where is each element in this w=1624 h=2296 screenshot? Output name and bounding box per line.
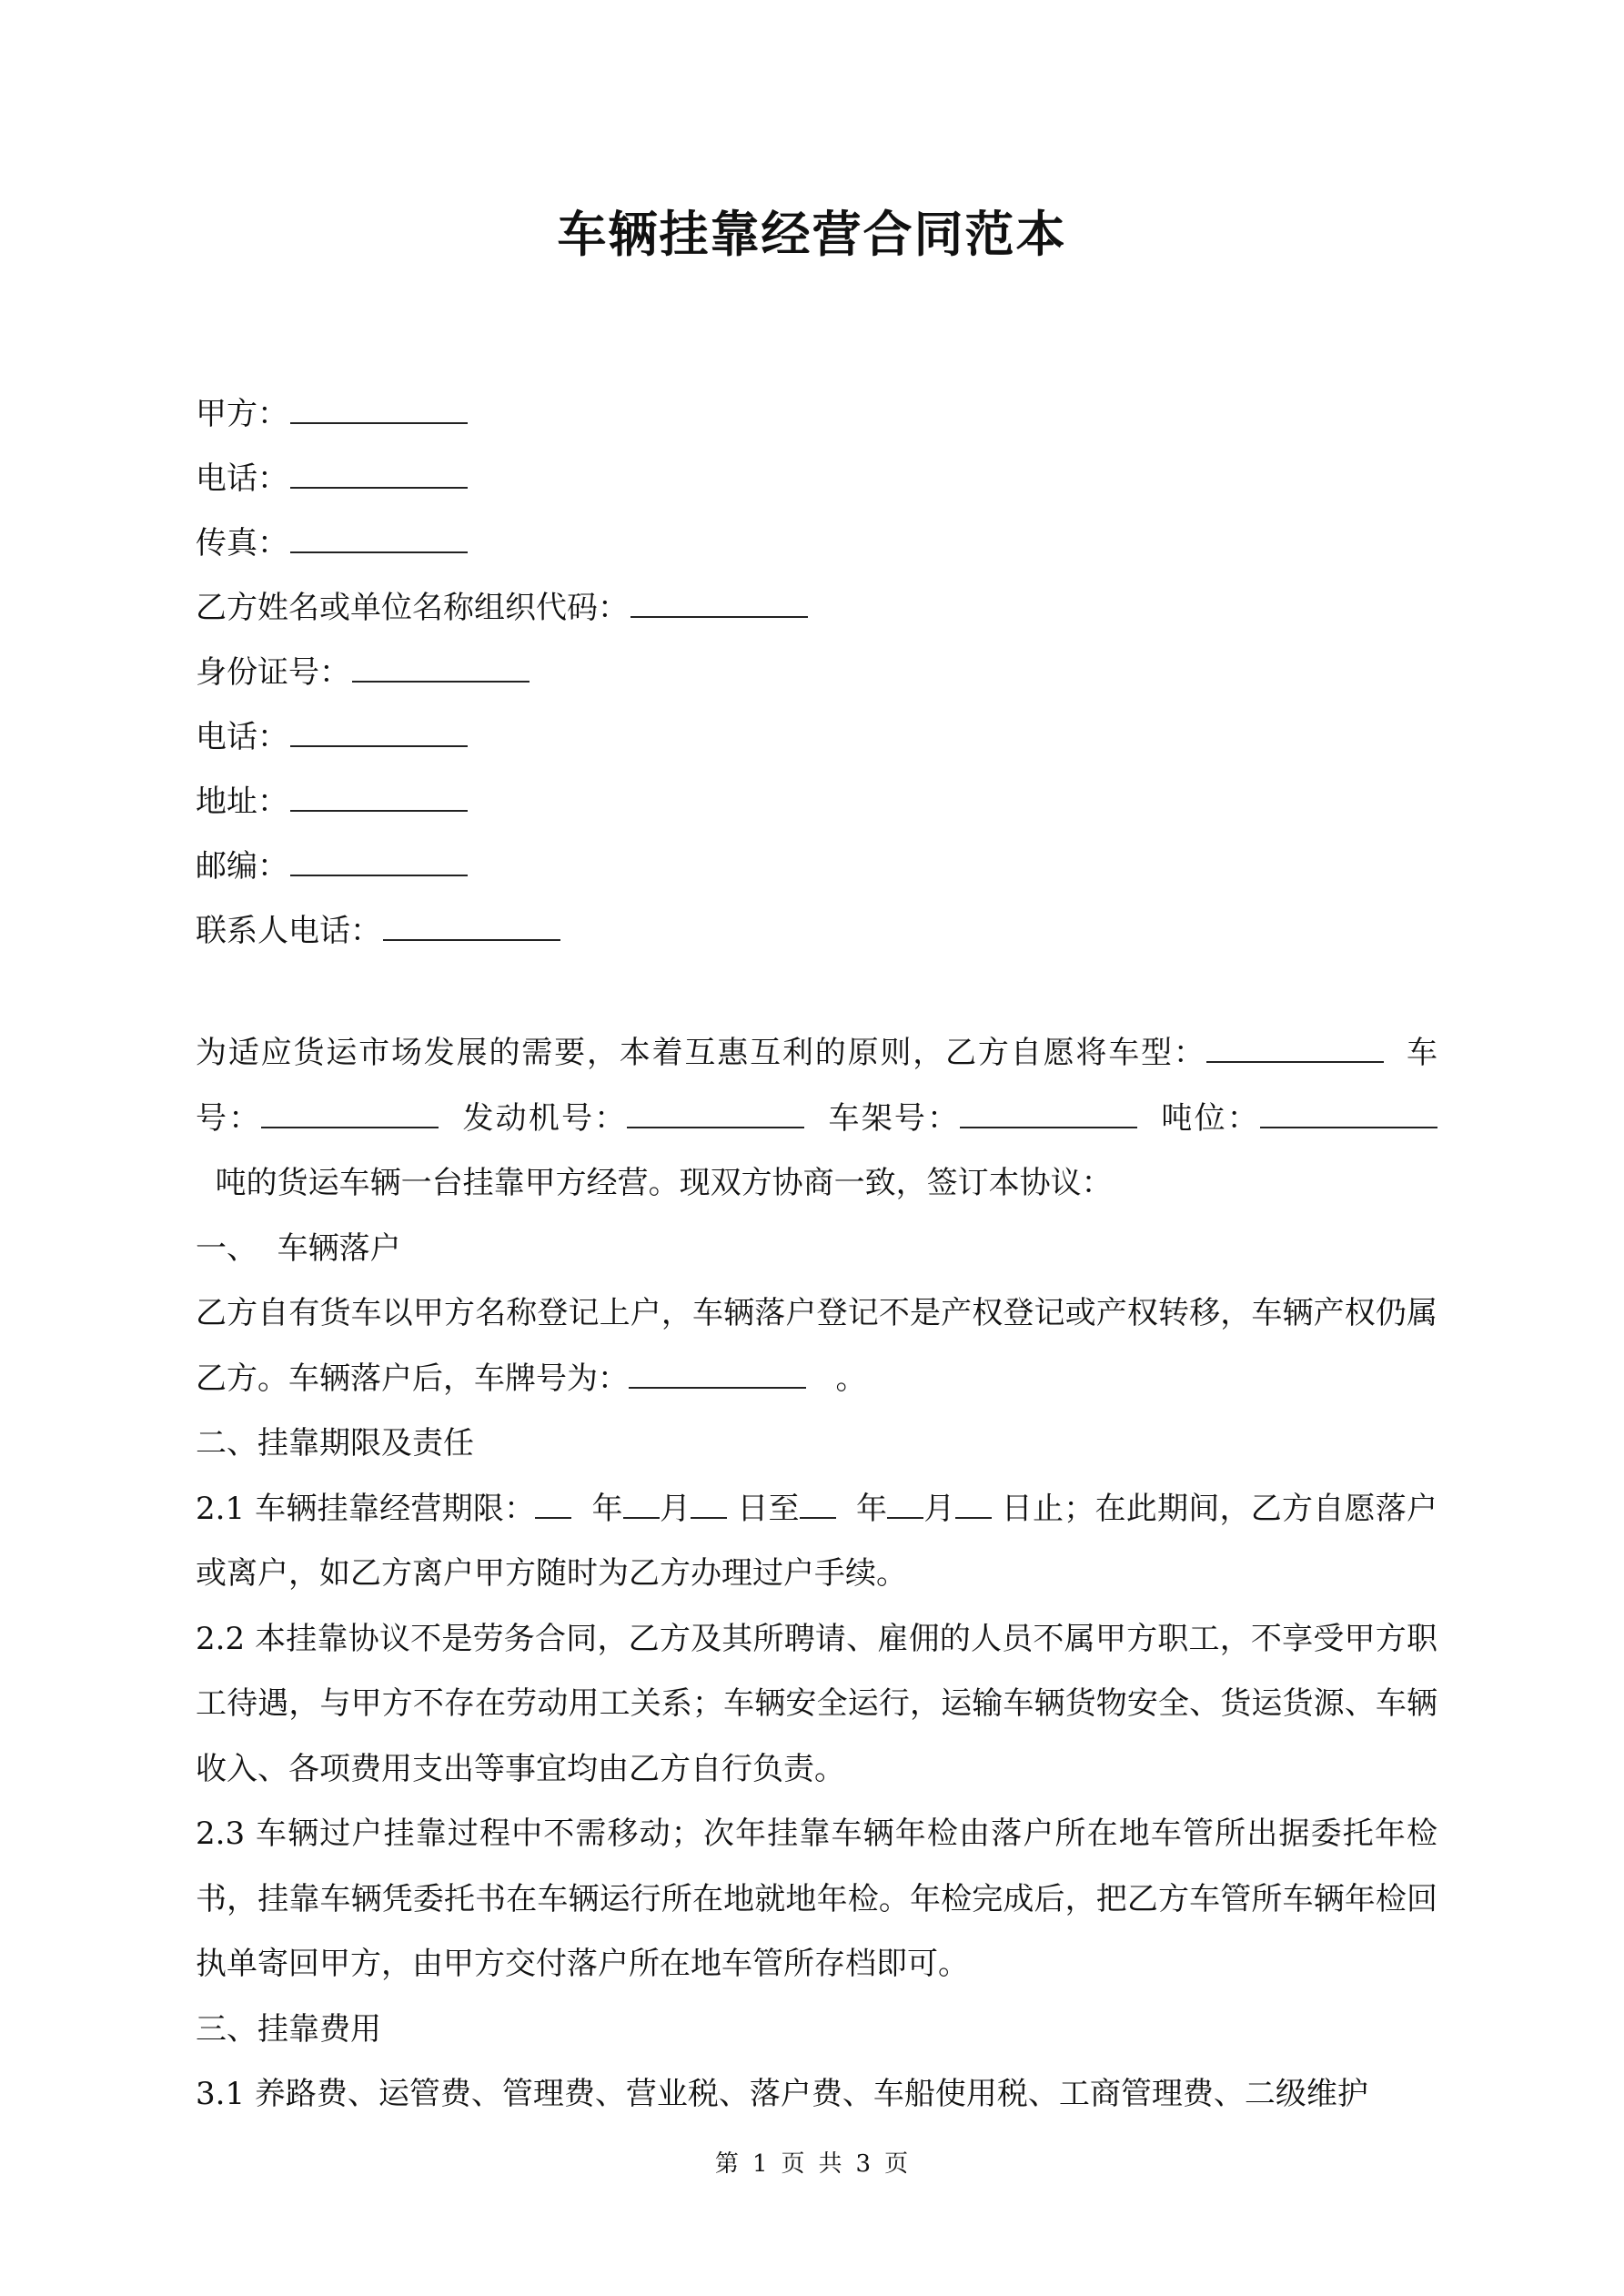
fill-blank — [630, 589, 808, 618]
fill-blank — [261, 1099, 439, 1128]
intro-text: 的货运车辆一台挂靠甲方经营。现双方协商一致，签订本协议： — [246, 1165, 1113, 1201]
field-phone-b — [196, 705, 1469, 770]
footer-text: 页 — [884, 2150, 910, 2178]
footer-text: 共 — [818, 2150, 843, 2178]
current-page-number: 1 — [751, 2150, 769, 2178]
fill-blank — [290, 783, 468, 812]
clause-text: 日至 — [737, 1490, 800, 1527]
field-label: 身份证号： — [196, 654, 350, 691]
field-label: 甲方： — [196, 396, 288, 432]
field-label: 电话： — [196, 460, 288, 497]
clause-2-2: 2.2 本挂靠协议不是劳务合同，乙方及其所聘请、雇佣的人员不属甲方职工，不享受甲方职工待遇，与甲方不存在劳动用工关系；车辆安全运行，运输车辆货物安全、货运货源、车辆收入、各项费用支出等事宜均由乙方自行负责。 — [196, 1620, 1437, 1787]
intro-text: 车 — [1407, 1035, 1437, 1071]
section-1-heading: 一、 车辆落户 — [196, 1229, 401, 1267]
clause-text: 2.1 车辆挂靠经营期限： — [196, 1490, 536, 1527]
intro-text: 号： — [196, 1099, 262, 1137]
fill-blank — [627, 1099, 804, 1128]
field-label: 地址： — [196, 784, 288, 820]
field-label: 邮编： — [196, 848, 288, 885]
contract-body — [196, 1021, 1437, 2128]
intro-text: 吨 — [215, 1165, 247, 1201]
fill-blank — [290, 847, 468, 876]
section-text: 仍属乙方。车辆落户后，车牌号为： — [196, 1295, 1438, 1397]
fill-blank — [383, 912, 560, 941]
document-title: 车辆挂靠经营合同范本 — [557, 205, 1067, 263]
footer-text: 页 — [781, 2150, 806, 2178]
section-text: 。 — [835, 1360, 867, 1397]
field-address — [196, 770, 1469, 834]
party-info-fields — [196, 382, 1469, 964]
field-party-a — [196, 382, 1469, 447]
field-label: 电话： — [196, 719, 288, 755]
fill-blank — [629, 1360, 806, 1389]
intro-text: 吨位： — [1161, 1099, 1260, 1137]
clause-text: 年 — [591, 1490, 623, 1527]
fill-blank — [352, 653, 530, 683]
field-label: 传真： — [196, 525, 288, 561]
fill-blank — [623, 1490, 660, 1519]
fill-blank — [1206, 1034, 1384, 1063]
fill-blank — [800, 1490, 836, 1519]
clause-text: 年 — [855, 1490, 888, 1527]
total-page-count: 3 — [855, 2150, 873, 2178]
fill-blank — [290, 718, 468, 747]
field-fax — [196, 511, 1469, 576]
section-1-text — [196, 1281, 1437, 1411]
field-party-b-name — [196, 576, 1469, 641]
clause-2-3: 2.3 车辆过户挂靠过程中不需移动；次年挂靠车辆年检由落户所在地车管所出据委托年检书，挂靠车辆凭委托书在车辆运行所在地就地年检。年检完成后，把乙方车管所车辆年检回执单寄回甲方，由甲方交付落户所在地车管所存档即可。 — [196, 1816, 1437, 1982]
fill-blank — [691, 1490, 727, 1519]
fill-blank — [887, 1490, 923, 1519]
fill-blank — [290, 460, 468, 489]
section-3-heading: 三、挂靠费用 — [196, 2010, 381, 2048]
field-label: 联系人电话： — [196, 913, 381, 949]
field-contact-phone — [196, 899, 1469, 964]
intro-paragraph — [196, 1021, 1437, 1217]
section-text: 乙方自有货车以甲方名称登记上户，车辆落户登记不是产权登记或产权转移，车辆产权 — [196, 1295, 1376, 1331]
clause-text: 落户或离户，如乙方离户甲方随时为乙方办理过户手续。 — [196, 1490, 1437, 1592]
fill-blank — [1260, 1099, 1437, 1128]
field-phone-a — [196, 447, 1469, 511]
clause-text: 月 — [659, 1490, 691, 1527]
page-footer — [0, 2146, 1624, 2182]
footer-text: 第 — [714, 2150, 740, 2178]
intro-text: 发动机号： — [462, 1099, 628, 1137]
field-postcode — [196, 834, 1469, 899]
clause-2-1 — [196, 1477, 1437, 1607]
clause-text: 月 — [923, 1490, 955, 1527]
fill-blank — [955, 1490, 992, 1519]
intro-text: 车架号： — [828, 1099, 961, 1137]
field-id-number — [196, 641, 1469, 705]
field-label: 乙方姓名或单位名称组织代码： — [196, 590, 629, 626]
fill-blank — [290, 395, 468, 424]
section-2-heading: 二、挂靠期限及责任 — [196, 1425, 474, 1462]
clause-3-1: 3.1 养路费、运管费、管理费、营业税、落户费、车船使用税、工商管理费、二级维护 — [196, 2076, 1368, 2112]
clause-text: 日止；在此期间，乙方自愿 — [1001, 1490, 1376, 1527]
fill-blank — [960, 1099, 1137, 1128]
fill-blank — [290, 524, 468, 553]
fill-blank — [535, 1490, 571, 1519]
intro-text: 为适应货运市场发展的需要，本着互惠互利的原则，乙方自愿将车型： — [196, 1035, 1206, 1071]
